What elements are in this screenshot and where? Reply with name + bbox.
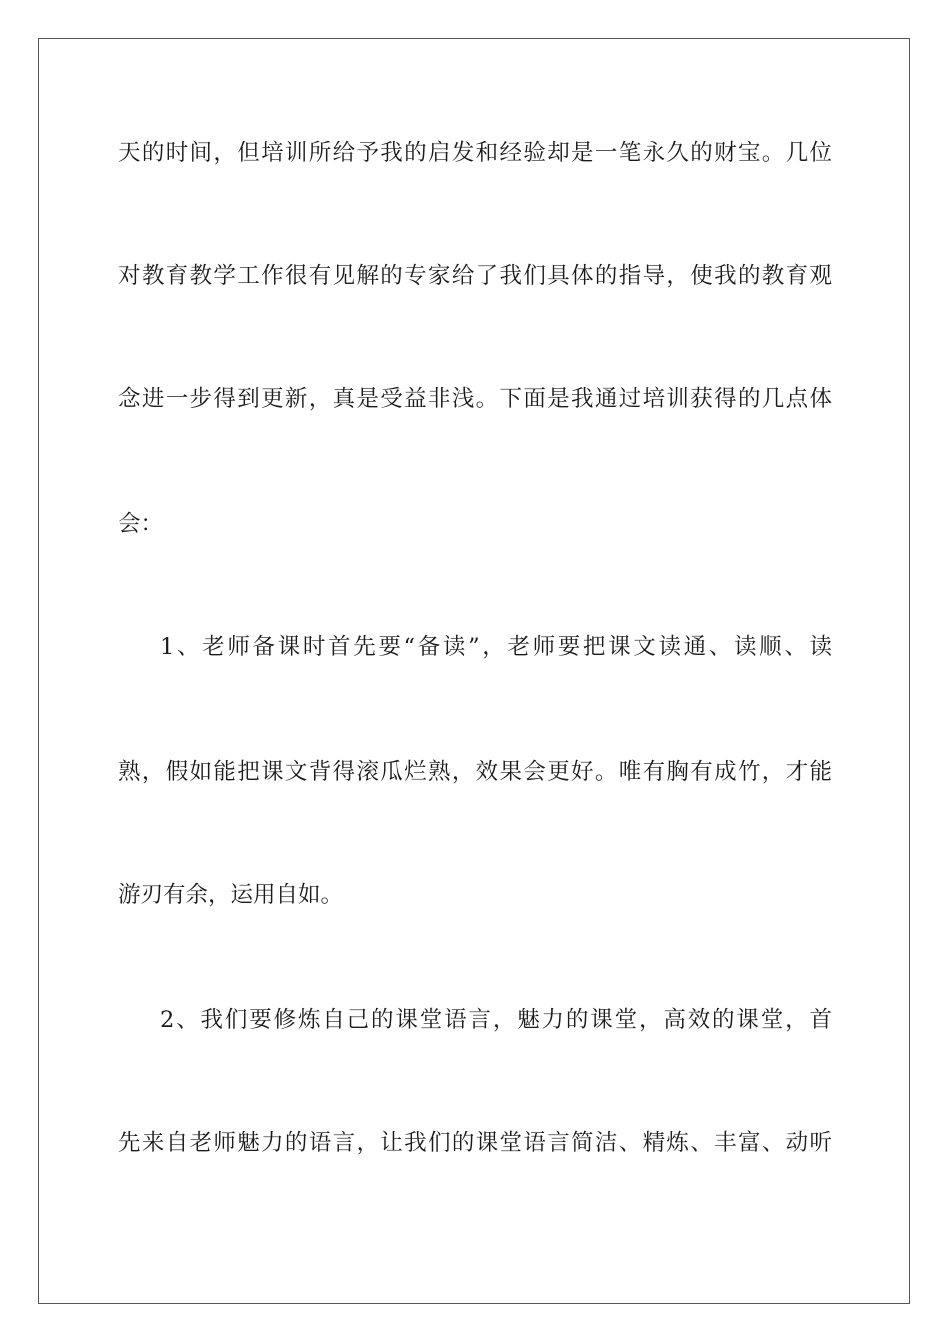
paragraph-line-7: 游刃有余，运用自如。 (118, 882, 344, 908)
paragraph-line-6: 熟，假如能把课文背得滚瓜烂熟，效果会更好。唯有胸有成竹，才能 (118, 759, 832, 785)
paragraph-line-5: 1、老师备课时首先要“备读”，老师要把课文读通、读顺、读 (160, 634, 832, 660)
paragraph-line-1: 天的时间，但培训所给予我的启发和经验却是一笔永久的财宝。几位 (118, 140, 832, 166)
page-border (38, 38, 910, 1304)
paragraph-line-2: 对教育教学工作很有见解的专家给了我们具体的指导，使我的教育观 (118, 263, 832, 289)
paragraph-line-3: 念进一步得到更新，真是受益非浅。下面是我通过培训获得的几点体 (118, 386, 832, 412)
paragraph-line-8: 2、我们要修炼自己的课堂语言，魅力的课堂，高效的课堂，首 (160, 1007, 832, 1033)
paragraph-line-4: 会： (118, 511, 164, 537)
paragraph-line-9: 先来自老师魅力的语言，让我们的课堂语言简洁、精炼、丰富、动听 (118, 1130, 832, 1156)
